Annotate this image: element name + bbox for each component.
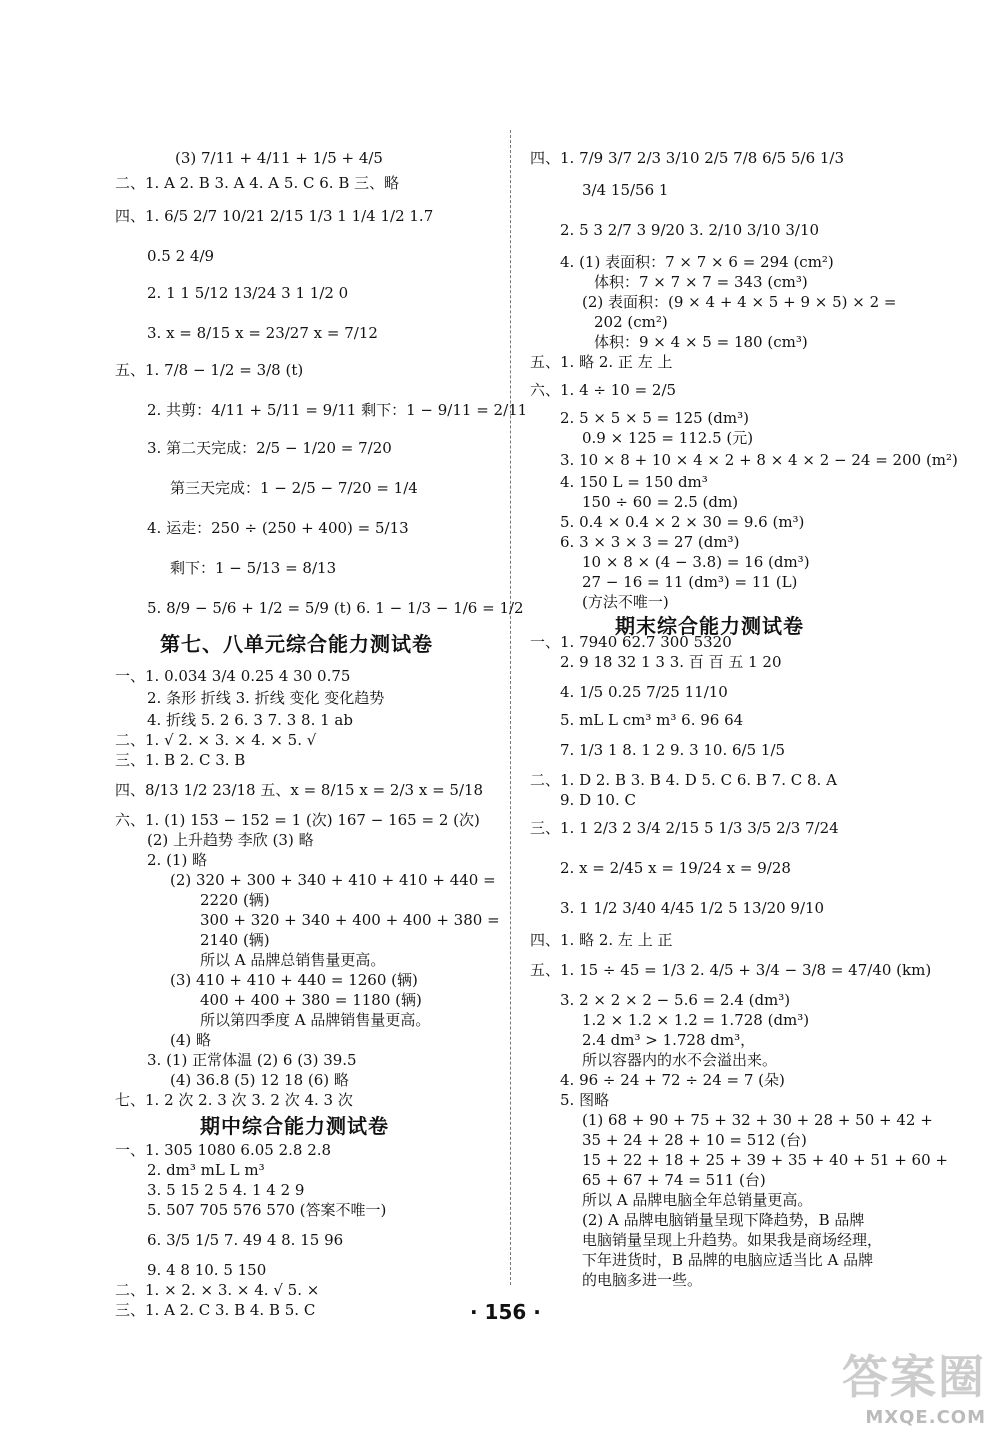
answer-line: 体积：9 × 4 × 5 = 180 (cm³) bbox=[594, 333, 808, 351]
answer-line: 4. 150 L = 150 dm³ bbox=[560, 473, 708, 491]
answer-line: 四、1. 6/5 2/7 10/21 2/15 1/3 1 1/4 1/2 1.7 bbox=[115, 207, 434, 225]
answer-line: 五、1. 略 2. 正 左 上 bbox=[530, 353, 673, 371]
answer-line: 电脑销量呈现上升趋势。如果我是商场经理， bbox=[582, 1231, 883, 1249]
answer-line: 2. 共剪：4/11 + 5/11 = 9/11 剩下：1 − 9/11 = 2/11 bbox=[147, 401, 528, 419]
answer-line: 2. 条形 折线 3. 折线 变化 变化趋势 bbox=[147, 689, 385, 707]
answer-line: 2. 1 1 5/12 13/24 3 1 1/2 0 bbox=[147, 284, 349, 302]
answer-line: 所以 A 品牌总销售量更高。 bbox=[200, 951, 386, 969]
answer-line: 六、1. 4 ÷ 10 = 2/5 bbox=[530, 381, 677, 399]
answer-line: 2. dm³ mL L m³ bbox=[147, 1161, 265, 1179]
answer-line: 3. x = 8/15 x = 23/27 x = 7/12 bbox=[147, 324, 378, 342]
answer-line: 300 + 320 + 340 + 400 + 400 + 380 = bbox=[200, 911, 500, 929]
answer-line: (2) 表面积：(9 × 4 + 4 × 5 + 9 × 5) × 2 = bbox=[582, 293, 897, 311]
answer-line: 7. 1/3 1 8. 1 2 9. 3 10. 6/5 1/5 bbox=[560, 741, 786, 759]
answer-line: (方法不唯一) bbox=[582, 593, 669, 611]
answer-line: 150 ÷ 60 = 2.5 (dm) bbox=[582, 493, 739, 511]
answer-line: 2.4 dm³ > 1.728 dm³， bbox=[582, 1031, 756, 1049]
answer-line: 三、1. A 2. C 3. B 4. B 5. C bbox=[115, 1301, 316, 1319]
section-title: 第七、八单元综合能力测试卷 bbox=[160, 632, 433, 656]
answer-line: 四、1. 7/9 3/7 2/3 3/10 2/5 7/8 6/5 5/6 1/3 bbox=[530, 149, 845, 167]
answer-line: 2. 5 × 5 × 5 = 125 (dm³) bbox=[560, 409, 749, 427]
answer-line: 3. 2 × 2 × 2 − 5.6 = 2.4 (dm³) bbox=[560, 991, 791, 1009]
answer-line: 2. 9 18 32 1 3 3. 百 百 五 1 20 bbox=[560, 653, 782, 671]
answer-line: 6. 3/5 1/5 7. 49 4 8. 15 96 bbox=[147, 1231, 344, 1249]
answer-line: 二、1. A 2. B 3. A 4. A 5. C 6. B 三、略 bbox=[115, 174, 400, 192]
watermark-site: MXQE.COM bbox=[865, 1407, 986, 1428]
answer-line: 所以第四季度 A 品牌销售量更高。 bbox=[200, 1011, 431, 1029]
answer-line: 5. 图略 bbox=[560, 1091, 610, 1109]
answer-line: 所以容器内的水不会溢出来。 bbox=[582, 1051, 778, 1069]
answer-line: 4. (1) 表面积：7 × 7 × 6 = 294 (cm²) bbox=[560, 253, 834, 271]
answer-line: 所以 A 品牌电脑全年总销量更高。 bbox=[582, 1191, 813, 1209]
answer-line: (4) 36.8 (5) 12 18 (6) 略 bbox=[170, 1071, 349, 1089]
answer-line: 一、1. 305 1080 6.05 2.8 2.8 bbox=[115, 1141, 332, 1159]
watermark bbox=[842, 1341, 986, 1428]
answer-line: 3. 10 × 8 + 10 × 4 × 2 + 8 × 4 × 2 − 24 = 200 (m²) bbox=[560, 451, 958, 469]
answer-line: 一、1. 0.034 3/4 0.25 4 30 0.75 bbox=[115, 667, 351, 685]
answer-line: 1.2 × 1.2 × 1.2 = 1.728 (dm³) bbox=[582, 1011, 810, 1029]
answer-line: 3. 第二天完成：2/5 − 1/20 = 7/20 bbox=[147, 439, 392, 457]
answer-line: 五、1. 15 ÷ 45 = 1/3 2. 4/5 + 3/4 − 3/8 = 47/40 (km) bbox=[530, 961, 932, 979]
answer-line: 3. (1) 正常体温 (2) 6 (3) 39.5 bbox=[147, 1051, 357, 1069]
answer-line: 三、1. 1 2/3 2 3/4 2/15 5 1/3 3/5 2/3 7/24 bbox=[530, 819, 839, 837]
answer-line: 202 (cm²) bbox=[594, 313, 668, 331]
answer-line: 的电脑多进一些。 bbox=[582, 1271, 703, 1289]
answer-line: 6. 3 × 3 × 3 = 27 (dm³) bbox=[560, 533, 740, 551]
answer-line: 第三天完成：1 − 2/5 − 7/20 = 1/4 bbox=[170, 479, 418, 497]
answer-line: 3. 1 1/2 3/40 4/45 1/2 5 13/20 9/10 bbox=[560, 899, 825, 917]
answer-line: 3. 5 15 2 5 4. 1 4 2 9 bbox=[147, 1181, 305, 1199]
answer-line: 15 + 22 + 18 + 25 + 39 + 35 + 40 + 51 + 60 + bbox=[582, 1151, 948, 1169]
answer-line: 六、1. (1) 153 − 152 = 1 (次) 167 − 165 = 2 (次) bbox=[115, 811, 480, 829]
answer-line: 4. 折线 5. 2 6. 3 7. 3 8. 1 ab bbox=[147, 711, 353, 729]
answer-line: 4. 96 ÷ 24 + 72 ÷ 24 = 7 (朵) bbox=[560, 1071, 785, 1089]
answer-line: 2220 (辆) bbox=[200, 891, 270, 909]
answer-line: 二、1. D 2. B 3. B 4. D 5. C 6. B 7. C 8. A bbox=[530, 771, 837, 789]
answer-line: 四、8/13 1/2 23/18 五、x = 8/15 x = 2/3 x = 5/18 bbox=[115, 781, 484, 799]
answer-line: 二、1. √ 2. × 3. × 4. × 5. √ bbox=[115, 731, 317, 749]
column-divider bbox=[510, 130, 511, 1285]
answer-line: (1) 68 + 90 + 75 + 32 + 30 + 28 + 50 + 42 + bbox=[582, 1111, 933, 1129]
answer-line: 下年进货时，B 品牌的电脑应适当比 A 品牌 bbox=[582, 1251, 874, 1269]
answer-line: 二、1. × 2. × 3. × 4. √ 5. × bbox=[115, 1281, 320, 1299]
answer-line: 一、1. 7940 62.7 300 5320 bbox=[530, 633, 732, 651]
answer-line: 9. 4 8 10. 5 150 bbox=[147, 1261, 267, 1279]
answer-line: 4. 运走：250 ÷ (250 + 400) = 5/13 bbox=[147, 519, 409, 537]
answer-line: (2) A 品牌电脑销量呈现下降趋势，B 品牌 bbox=[582, 1211, 865, 1229]
answer-line: 5. 8/9 − 5/6 + 1/2 = 5/9 (t) 6. 1 − 1/3 − 1/6 = 1/2 bbox=[147, 599, 524, 617]
answer-line: 3/4 15/56 1 bbox=[582, 181, 669, 199]
answer-line: 5. mL L cm³ m³ 6. 96 64 bbox=[560, 711, 744, 729]
answer-line: 400 + 400 + 380 = 1180 (辆) bbox=[200, 991, 422, 1009]
answer-line: 剩下：1 − 5/13 = 8/13 bbox=[170, 559, 337, 577]
answer-line: 27 − 16 = 11 (dm³) = 11 (L) bbox=[582, 573, 798, 591]
answer-line: (4) 略 bbox=[170, 1031, 212, 1049]
answer-line: 9. D 10. C bbox=[560, 791, 636, 809]
section-title: 期中综合能力测试卷 bbox=[200, 1114, 389, 1138]
answer-line: 5. 507 705 576 570 (答案不唯一) bbox=[147, 1201, 387, 1219]
answer-line: (2) 320 + 300 + 340 + 410 + 410 + 440 = bbox=[170, 871, 496, 889]
answer-line: 4. 1/5 0.25 7/25 11/10 bbox=[560, 683, 728, 701]
answer-line: (2) 上升趋势 李欣 (3) 略 bbox=[147, 831, 314, 849]
answer-line: 35 + 24 + 28 + 10 = 512 (台) bbox=[582, 1131, 807, 1149]
answer-line: 2. x = 2/45 x = 19/24 x = 9/28 bbox=[560, 859, 791, 877]
answer-line: 2140 (辆) bbox=[200, 931, 270, 949]
answer-line: 四、1. 略 2. 左 上 正 bbox=[530, 931, 673, 949]
answer-line: (3) 7/11 + 4/11 + 1/5 + 4/5 bbox=[175, 149, 383, 167]
answer-line: (3) 410 + 410 + 440 = 1260 (辆) bbox=[170, 971, 418, 989]
answer-line: 2. (1) 略 bbox=[147, 851, 208, 869]
page-number: · 156 · bbox=[470, 1300, 541, 1324]
answer-line: 2. 5 3 2/7 3 9/20 3. 2/10 3/10 3/10 bbox=[560, 221, 820, 239]
answer-line: 65 + 67 + 74 = 511 (台) bbox=[582, 1171, 766, 1189]
answer-line: 三、1. B 2. C 3. B bbox=[115, 751, 246, 769]
answer-line: 5. 0.4 × 0.4 × 2 × 30 = 9.6 (m³) bbox=[560, 513, 805, 531]
answer-line: 五、1. 7/8 − 1/2 = 3/8 (t) bbox=[115, 361, 304, 379]
answer-line: 0.9 × 125 = 112.5 (元) bbox=[582, 429, 754, 447]
watermark-logo: 答案圈 bbox=[842, 1350, 986, 1404]
answer-line: 七、1. 2 次 2. 3 次 3. 2 次 4. 3 次 bbox=[115, 1091, 353, 1109]
answer-line: 10 × 8 × (4 − 3.8) = 16 (dm³) bbox=[582, 553, 810, 571]
answer-line: 0.5 2 4/9 bbox=[147, 247, 215, 265]
answer-line: 体积：7 × 7 × 7 = 343 (cm³) bbox=[594, 273, 808, 291]
section-title: 期末综合能力测试卷 bbox=[615, 614, 804, 638]
